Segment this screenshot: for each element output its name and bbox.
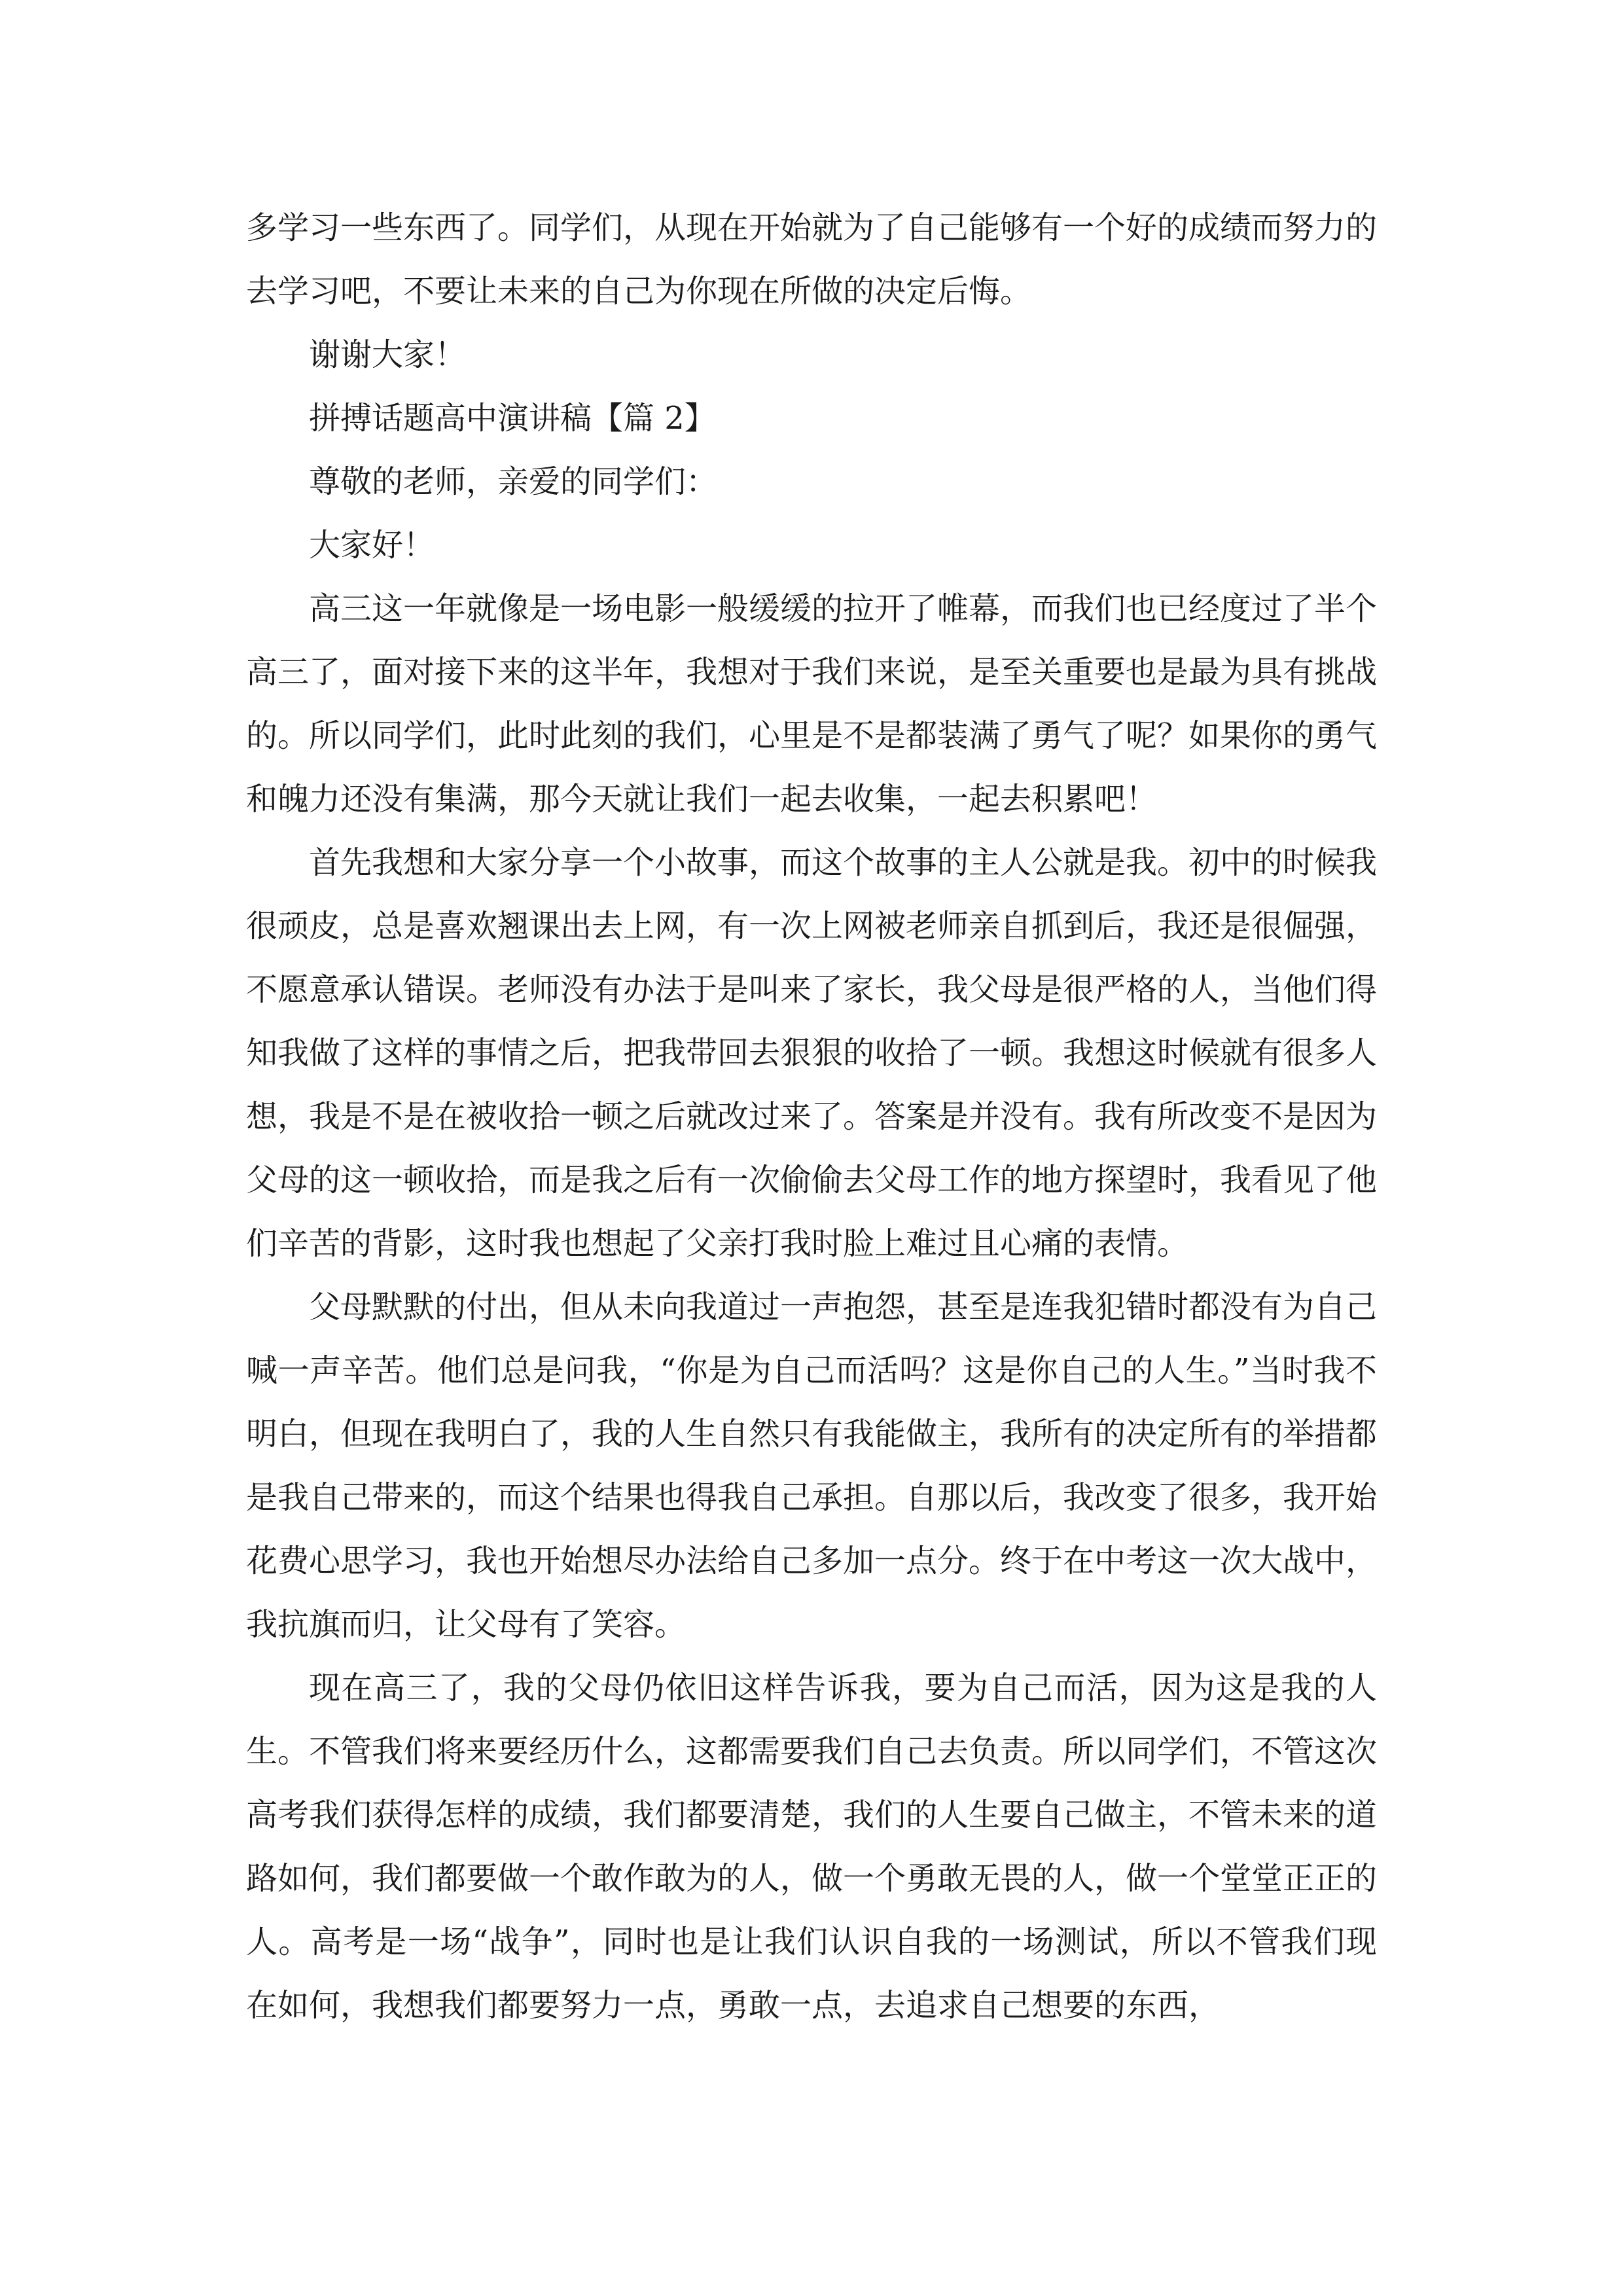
greeting: 大家好！ — [309, 527, 435, 564]
paragraph-story: 首先我想和大家分享一个小故事，而这个故事的主人公就是我。初中的时候我很顽皮，总是喜欢翘课出去上网，有一次上网被老师亲自抓到后，我还是很倔强，不愿意承认错误。老师没有办法于是叫来了家长，我父母是很严格的人，当他们得知我做了这样的事情之后，把我带回去狠狠的收拾了一顿。我想这时候就有很多人想，我是不是在被收拾一顿之后就改过来了。答案是并没有。我有所改变不是因为父母的这一顿收拾，而是我之后有一次偷偷去父母工作的地方探望时，我看见了他们辛苦的背影，这时我也想起了父亲打我时脸上难过且心痛的表情。 — [246, 844, 1378, 1262]
paragraph-parents: 父母默默的付出，但从未向我道过一声抱怨，甚至是连我犯错时都没有为自己喊一声辛苦。他们总是问我，“你是为自己而活吗？这是你自己的人生。”当时我不明白，但现在我明白了，我的人生自然只有我能做主，我所有的决定所有的举措都是我自己带来的，而这个结果也得我自己承担。自那以后，我改变了很多，我开始花费心思学习，我也开始想尽办法给自己多加一点分。终于在中考这一次大战中，我抗旗而归，让父母有了笑容。 — [246, 1289, 1378, 1643]
paragraph-now: 现在高三了，我的父母仍依旧这样告诉我，要为自己而活，因为这是我的人生。不管我们将来要经历什么，这都需要我们自己去负责。所以同学们，不管这次高考我们获得怎样的成绩，我们都要清楚，我们的人生要自己做主，不管未来的道路如何，我们都要做一个敢作敢为的人，做一个勇敢无畏的人，做一个堂堂正正的人。高考是一场“战争”，同时也是让我们认识自我的一场测试，所以不管我们现在如何，我想我们都要努力一点，勇敢一点，去追求自己想要的东西， — [246, 1670, 1378, 2024]
salutation: 尊敬的老师，亲爱的同学们： — [309, 463, 718, 500]
section-heading: 拼搏话题高中演讲稿【篇 2】 — [309, 400, 716, 437]
paragraph-intro: 高三这一年就像是一场电影一般缓缓的拉开了帷幕，而我们也已经度过了半个高三了，面对接下来的这半年，我想对于我们来说，是至关重要也是最为具有挑战的。所以同学们，此时此刻的我们，心里是不是都装满了勇气了呢？如果你的勇气和魄力还没有集满，那今天就让我们一起去收集，一起去积累吧！ — [246, 590, 1378, 817]
paragraph-continuation: 多学习一些东西了。同学们，从现在开始就为了自己能够有一个好的成绩而努力的去学习吧，不要让未来的自己为你现在所做的决定后悔。 — [246, 209, 1378, 310]
paragraph-thanks: 谢谢大家！ — [309, 336, 467, 373]
document-body — [246, 196, 1377, 2037]
